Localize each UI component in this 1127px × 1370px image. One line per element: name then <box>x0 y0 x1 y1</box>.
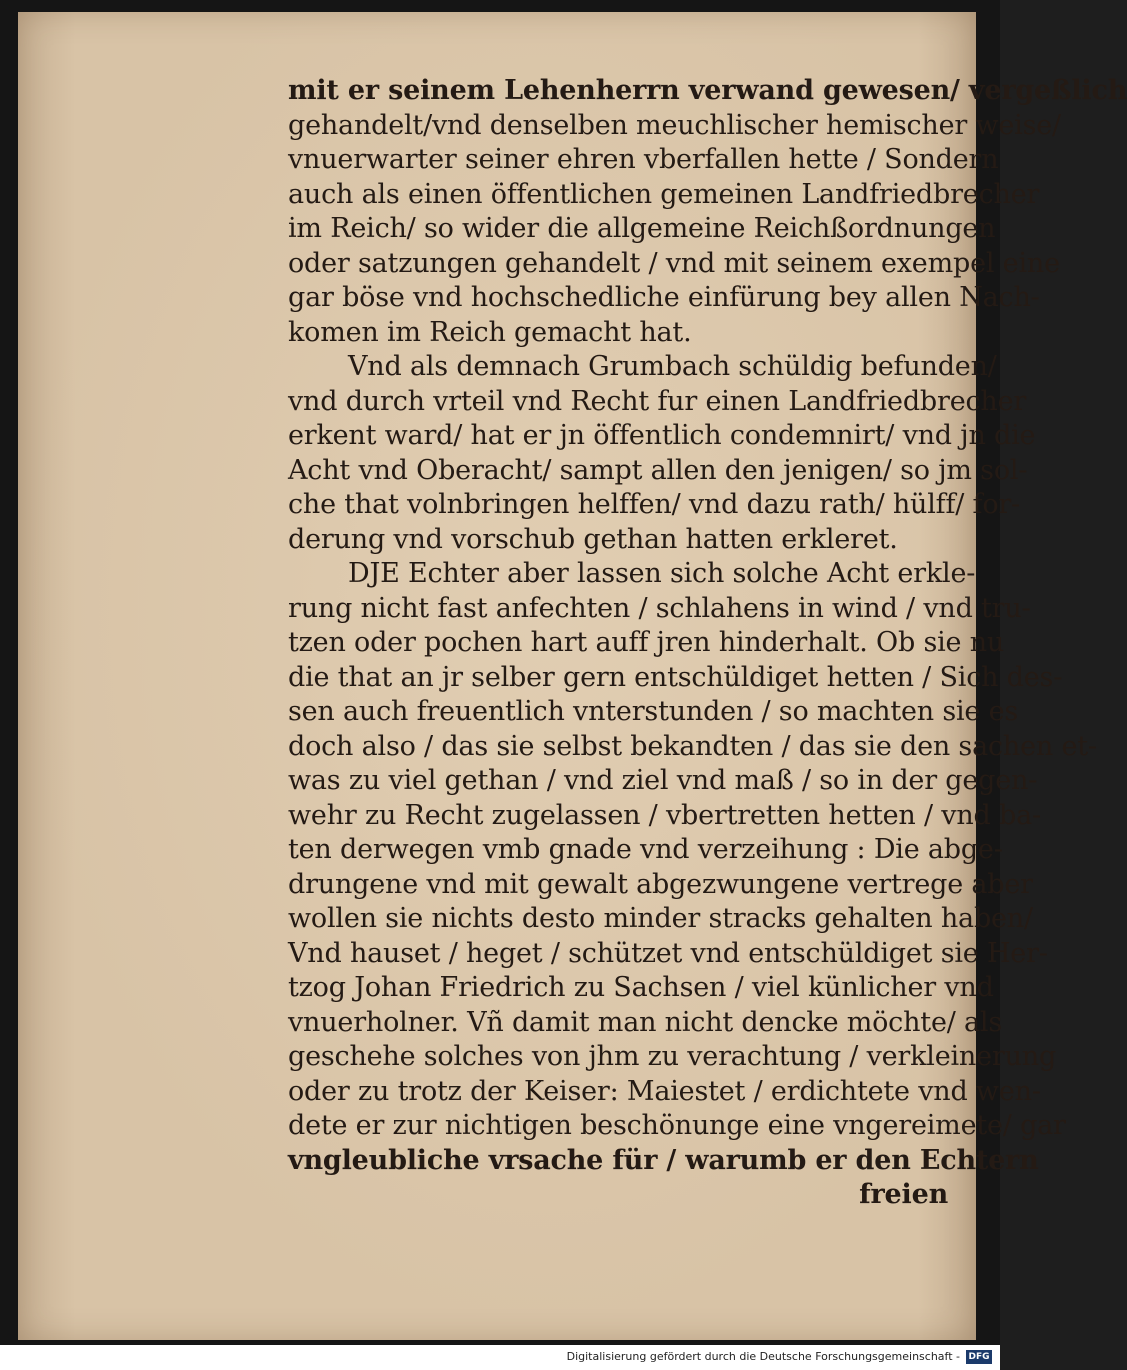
text-line: erkent ward/ hat er jn öffentlich condemnirt/ vnd jn die <box>288 420 1036 451</box>
text-line: drungene vnd mit gewalt abgezwungene vertrege aber <box>288 868 1033 900</box>
page-text <box>288 74 1127 1213</box>
text-line: sen auch freuentlich vnterstunden / so machten sie es <box>288 696 1019 727</box>
text-line: rung nicht fast anfechten / schlahens in wind / vnd tru- <box>288 592 1031 624</box>
text-line: was zu viel gethan / vnd ziel vnd maß / so in der gegen- <box>288 765 1038 796</box>
book-page <box>18 12 1127 1340</box>
text-line: che that volnbringen helffen/ vnd dazu rath/ hülff/ for- <box>288 489 1021 520</box>
funding-credit: Digitalisierung gefördert durch die Deutsche Forschungsgemeinschaft - <box>566 1350 960 1363</box>
text-line: vnuerwarter seiner ehren vberfallen hette / Sondern <box>288 144 999 175</box>
text-line: tzog Johan Friedrich zu Sachsen / viel künlicher vnd <box>288 972 994 1003</box>
text-line: die that an jr selber gern entschüldiget hetten / Sich des- <box>288 661 1063 693</box>
text-line: auch als einen öffentlichen gemeinen Landfriedbrecher <box>288 178 1040 210</box>
text-line: wollen sie nichts desto minder stracks gehalten haben/ <box>288 903 1033 934</box>
footer-bar <box>0 1345 1000 1370</box>
text-line: oder satzungen gehandelt / vnd mit seinem exempel eine <box>288 247 1060 279</box>
text-line: Vnd hauset / heget / schützet vnd entschüldiget sie Her- <box>288 937 1048 969</box>
text-line: ten derwegen vmb gnade vnd verzeihung : Die abge- <box>288 834 1003 865</box>
catchword: freien <box>859 1179 948 1210</box>
text-line: oder zu trotz der Keiser: Maiestet / erdichtete vnd wen- <box>288 1075 1041 1107</box>
text-line: vnd durch vrteil vnd Recht fur einen Landfriedbrecher <box>288 385 1027 417</box>
text-line: Acht vnd Oberacht/ sampt allen den jenigen/ so jm sol- <box>288 454 1028 486</box>
text-line: vngleubliche vrsache für / warumb er den Echtern <box>288 1144 1039 1176</box>
text-line: wehr zu Recht zugelassen / vbertretten hetten / vnd ba- <box>288 799 1041 831</box>
paragraph-start-line: Vnd als demnach Grumbach schüldig befunden/ <box>348 351 997 382</box>
paragraph-start-line: DJE Echter aber lassen sich solche Acht erkle- <box>348 558 976 589</box>
text-line: dete er zur nichtigen beschönunge eine vngereimete/ gar <box>288 1110 1066 1141</box>
text-line: tzen oder pochen hart auff jren hinderhalt. Ob sie nu <box>288 627 1005 658</box>
text-line: geschehe solches von jhm zu verachtung / verkleinerung <box>288 1041 1057 1072</box>
dfg-logo: DFG <box>966 1350 992 1364</box>
text-line: doch also / das sie selbst bekandten / das sie den sachen et- <box>288 730 1097 762</box>
text-line: gehandelt/vnd denselben meuchlischer hemischer weise/ <box>288 109 1061 141</box>
text-line: mit er seinem Lehenherrn verwand gewesen/ vergeßlich <box>288 75 1127 106</box>
text-line: derung vnd vorschub gethan hatten erkleret. <box>288 523 898 555</box>
text-line: gar böse vnd hochschedliche einfürung bey allen Nach- <box>288 282 1040 313</box>
text-line: komen im Reich gemacht hat. <box>288 316 692 348</box>
text-line: im Reich/ so wider die allgemeine Reichßordnungen <box>288 213 996 244</box>
text-line: vnuerholner. Vñ damit man nicht dencke möchte/ als <box>288 1006 1002 1038</box>
